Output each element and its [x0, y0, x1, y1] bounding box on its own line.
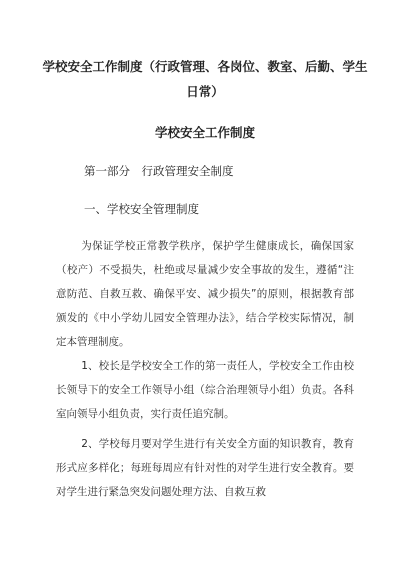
paragraph-item-1: 1、校长是学校安全工作的第一责任人，学校安全工作由校长领导下的安全工作领导小组（综合治理领导小组）负责。各科室向领导小组负责，实行责任追究制。	[56, 360, 354, 420]
part-title: 第一部分 行政管理安全制度	[84, 164, 234, 178]
paragraph-item-2: 2、学校每月要对学生进行有关安全方面的知识教育，教育形式应多样化；每班每周应有针对性的对学生进行安全教育。要对学生进行紧急突发问题处理方法、自救互救	[56, 438, 354, 498]
subsection-title: 一、学校安全管理制度	[84, 202, 199, 216]
document-title: 学校安全工作制度（行政管理、各岗位、教室、后勤、学生日常）	[42, 59, 368, 99]
section-title: 学校安全工作制度	[154, 125, 255, 140]
paragraph-intro: 为保证学校正常教学秩序，保护学生健康成长，确保国家（校产）不受损失，杜绝或尽量减少安全事故的发生，遵循“注意防范、自救互救、确保平安、减少损失”的原则，根据教育部颁发的《中小学幼儿园安全管理办法》，结合学校实际情况，制定本管理制度。	[56, 240, 354, 348]
